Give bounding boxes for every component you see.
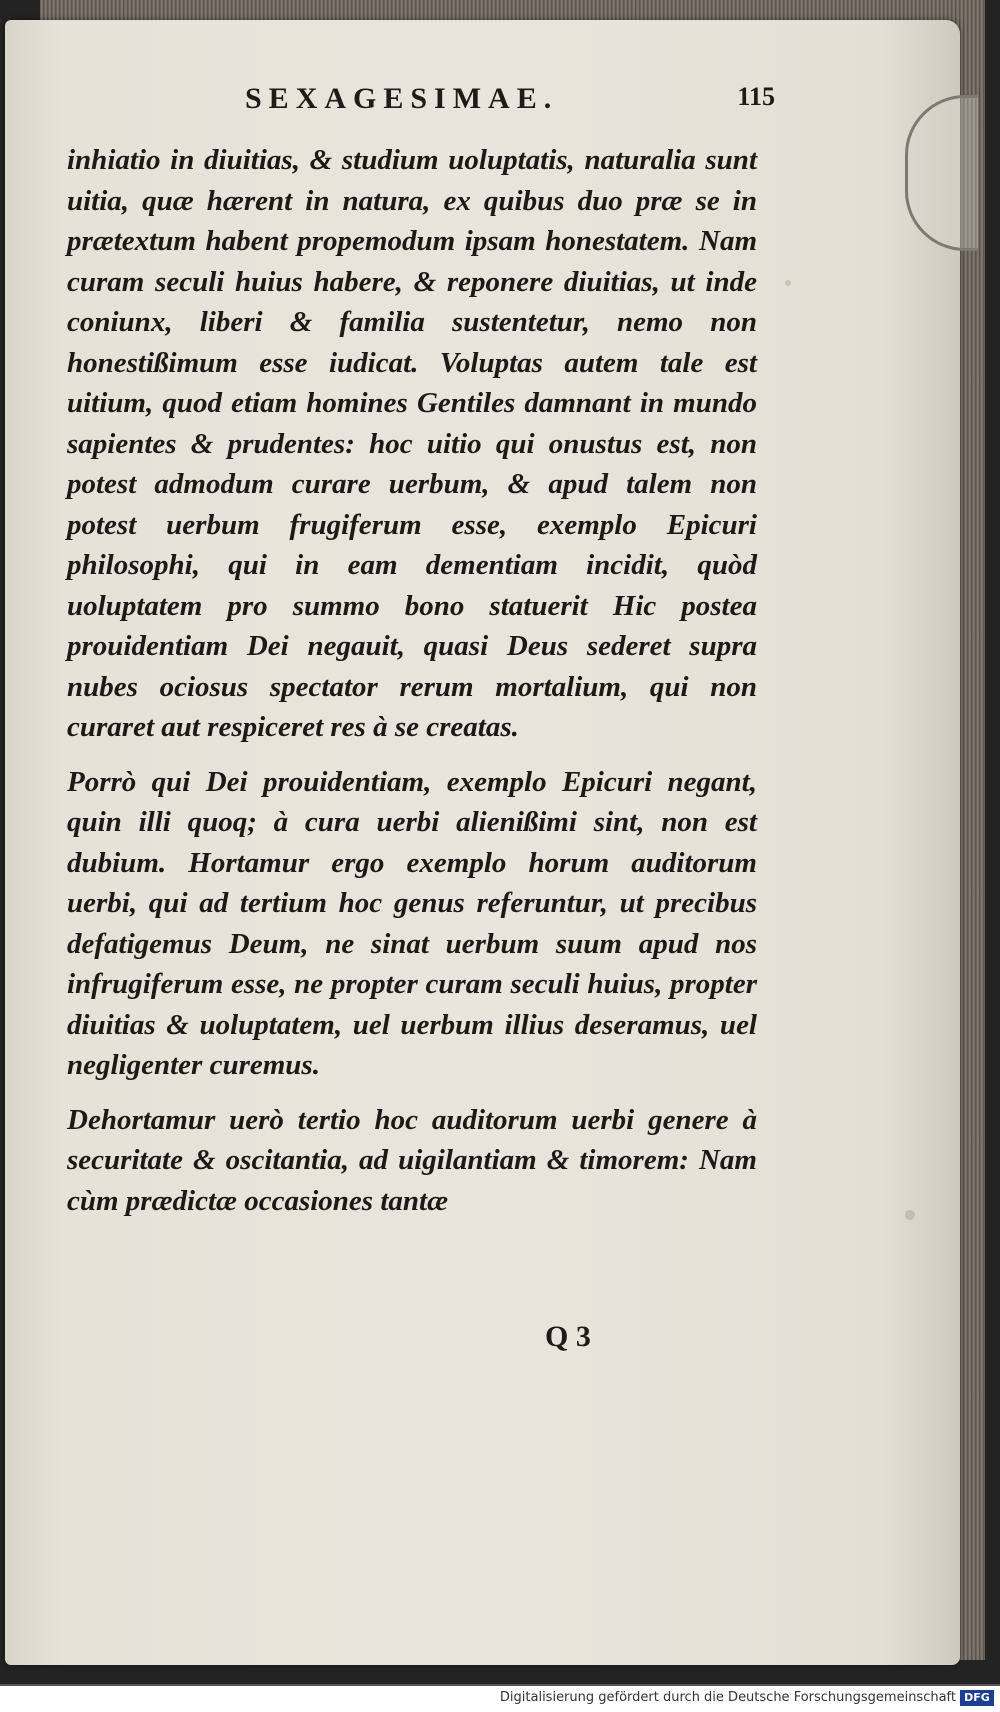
- page-header: [65, 82, 775, 122]
- signature-mark: Q 3: [545, 1320, 591, 1353]
- paper-stain: [905, 1210, 915, 1220]
- dfg-logo: DFG: [960, 1690, 994, 1706]
- footer-bar: [0, 1684, 1000, 1712]
- book-page: [5, 20, 960, 1665]
- footer-credit: Digitalisierung gefördert durch die Deutsche Forschungsgemeinschaft: [499, 1690, 956, 1705]
- page-number: 115: [737, 82, 775, 111]
- paper-stain: [785, 280, 791, 286]
- page-clip: [905, 95, 978, 251]
- body-text: [67, 140, 757, 1221]
- paragraph-3: Dehortamur uerò tertio hoc auditorum uerbi genere à securitate & oscitantia, ad uigilantiam & timorem: Nam cùm prædictæ occasiones tantæ: [67, 1103, 757, 1217]
- paragraph-1: inhiatio in diuitias, & studium uoluptatis, naturalia sunt uitia, quæ hærent in natura, ex quibus duo præ se in prætextum habent propemodum ipsam honestatem. Nam curam seculi huius habere, & reponere diuitias, ut inde coniunx, liberi & familia sustentetur, nemo non honestißimum esse iudicat. Voluptas autem tale est uitium, quod etiam homines Gentiles damnant in mundo sapientes & prudentes: hoc uitio qui onustus est, non potest admodum curare uerbum, & apud talem non potest uerbum frugiferum esse, exemplo Epicuri philosophi, qui in eam dementiam incidit, quòd uoluptatem pro summo bono statuerit Hic postea prouidentiam Dei negauit, quasi Deus sederet supra nubes ociosus spectator rerum mortalium, qui non curaret aut respiceret res à se creatas.: [67, 144, 757, 743]
- running-title: SEXAGESIMAE.: [245, 82, 559, 115]
- paragraph-2: Porrò qui Dei prouidentiam, exemplo Epicuri negant, quin illi quoq; à cura uerbi alienißimi sint, non est dubium. Hortamur ergo exemplo horum auditorum uerbi, qui ad tertium hoc genus referuntur, ut precibus defatigemus Deum, ne sinat uerbum suum apud nos infrugiferum esse, ne propter curam seculi huius, propter diuitias & uoluptatem, uel uerbum illius deseramus, uel negligenter curemus.: [67, 765, 757, 1081]
